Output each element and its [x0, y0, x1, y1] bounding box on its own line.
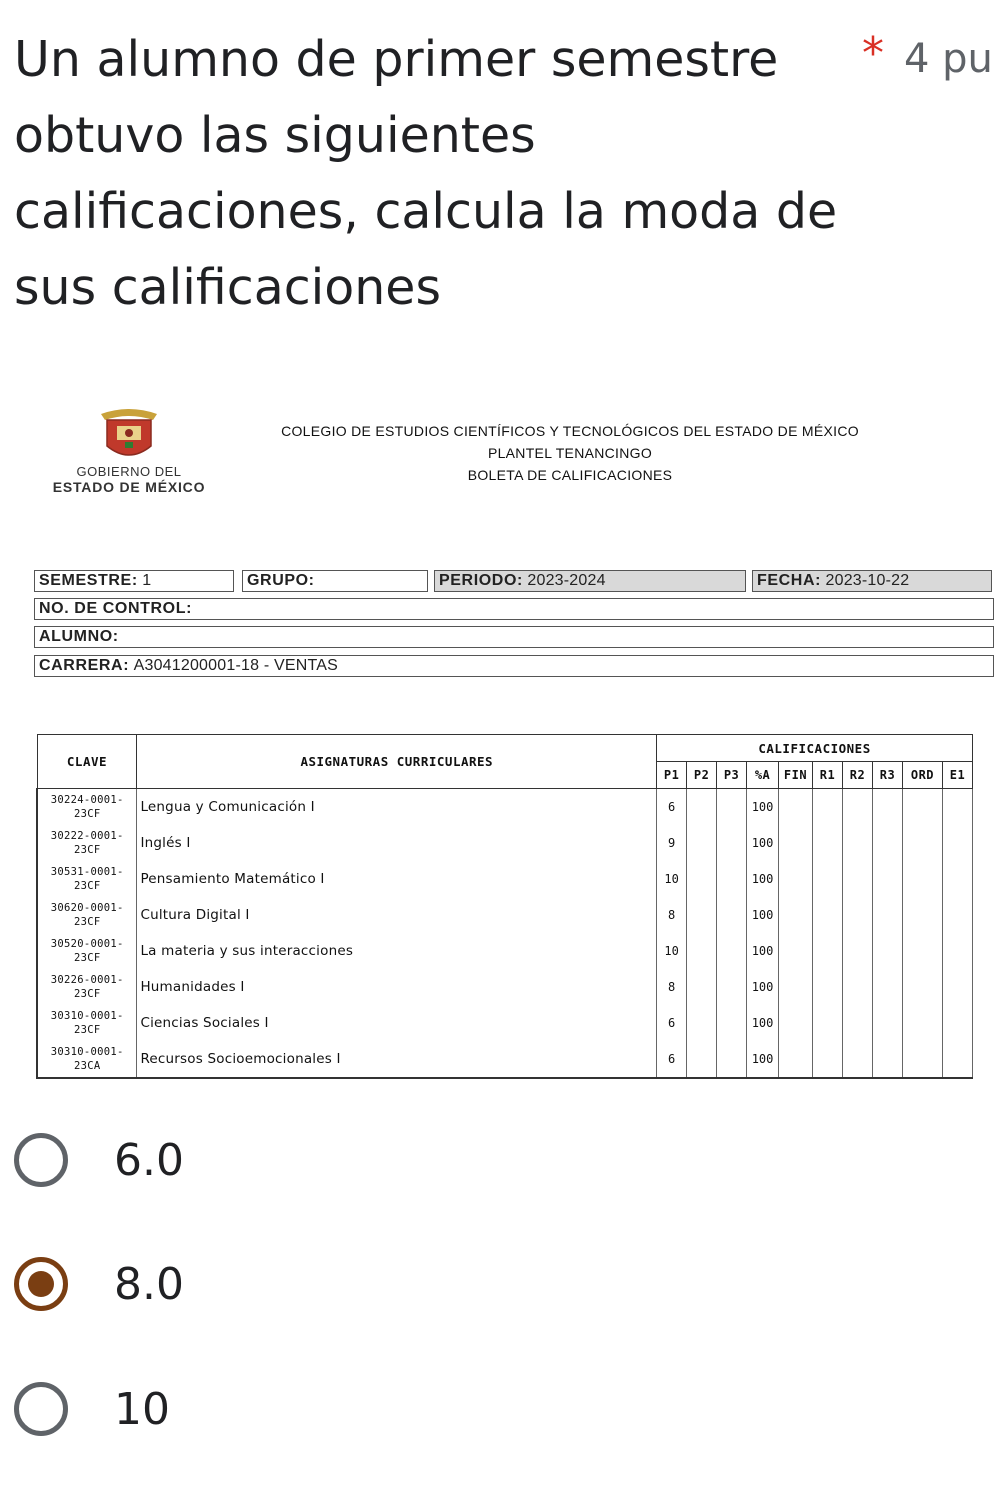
r2-cell: [843, 825, 873, 861]
alumno-label: ALUMNO:: [39, 628, 119, 645]
p1-cell: 6: [657, 1005, 687, 1041]
sub-header-e1: E1: [942, 762, 972, 789]
question-points: 4 pu: [904, 36, 993, 82]
p3-cell: [717, 861, 747, 897]
radio-unchecked-icon[interactable]: [14, 1133, 68, 1187]
report-header: [240, 420, 900, 486]
fin-cell: [779, 969, 813, 1005]
r1-cell: [813, 933, 843, 969]
r3-cell: [872, 789, 902, 826]
p3-cell: [717, 789, 747, 826]
subject-cell: Cultura Digital I: [137, 897, 657, 933]
table-row: [37, 933, 973, 969]
p2-cell: [687, 789, 717, 826]
fin-cell: [779, 861, 813, 897]
sub-header-p1: P1: [657, 762, 687, 789]
e1-cell: [942, 1005, 972, 1041]
carrera-box: [34, 655, 994, 677]
sub-header-fin: FIN: [779, 762, 813, 789]
r1-cell: [813, 969, 843, 1005]
r1-cell: [813, 897, 843, 933]
attendance-cell: 100: [747, 1005, 779, 1041]
table-row: [37, 897, 973, 933]
radio-unchecked-icon[interactable]: [14, 1382, 68, 1436]
clave-line-2: 23CF: [73, 1024, 101, 1036]
clave-line-2: 23CA: [73, 1060, 101, 1072]
p2-cell: [687, 1005, 717, 1041]
r2-cell: [843, 969, 873, 1005]
r3-cell: [872, 933, 902, 969]
p1-cell: 10: [657, 933, 687, 969]
option-label: 6.0: [114, 1135, 184, 1186]
school-name: COLEGIO DE ESTUDIOS CIENTÍFICOS Y TECNOLÓGICOS DEL ESTADO DE MÉXICO: [281, 423, 859, 439]
p2-cell: [687, 897, 717, 933]
subject-cell: Humanidades I: [137, 969, 657, 1005]
sub-header-pcta: %A: [747, 762, 779, 789]
sub-header-r2: R2: [843, 762, 873, 789]
table-row: [37, 789, 973, 826]
subject-cell: Lengua y Comunicación I: [137, 789, 657, 826]
attendance-cell: 100: [747, 1041, 779, 1078]
table-row: [37, 1041, 973, 1078]
question-title: Un alumno de primer semestre obtuvo las siguientes calificaciones, calcula la moda de sus calificaciones: [14, 31, 838, 316]
estado-de-mexico-crest-icon: [95, 406, 163, 464]
attendance-cell: 100: [747, 897, 779, 933]
p2-cell: [687, 933, 717, 969]
clave-line-1: 30531-0001-: [50, 866, 124, 878]
e1-cell: [942, 1041, 972, 1078]
clave-cell: [37, 969, 137, 1005]
document-title: BOLETA DE CALIFICACIONES: [467, 467, 673, 483]
subject-cell: Ciencias Sociales I: [137, 1005, 657, 1041]
carrera-value: A3041200001-18 - VENTAS: [133, 657, 339, 674]
carrera-label: CARRERA:: [39, 657, 130, 674]
clave-line-1: 30310-0001-: [50, 1046, 124, 1058]
clave-line-2: 23CF: [73, 916, 101, 928]
clave-line-1: 30226-0001-: [50, 974, 124, 986]
ord-cell: [902, 861, 942, 897]
clave-cell: [37, 1005, 137, 1041]
r3-cell: [872, 969, 902, 1005]
e1-cell: [942, 861, 972, 897]
ord-cell: [902, 969, 942, 1005]
required-asterisk: *: [862, 28, 884, 79]
e1-cell: [942, 825, 972, 861]
table-row: [37, 861, 973, 897]
r3-cell: [872, 861, 902, 897]
gov-line-1: GOBIERNO DEL: [76, 464, 182, 479]
r1-cell: [813, 861, 843, 897]
r2-cell: [843, 1005, 873, 1041]
fin-cell: [779, 825, 813, 861]
p2-cell: [687, 1041, 717, 1078]
government-label: [44, 464, 214, 495]
e1-cell: [942, 897, 972, 933]
r2-cell: [843, 1041, 873, 1078]
clave-line-1: 30224-0001-: [50, 794, 124, 806]
p2-cell: [687, 861, 717, 897]
r3-cell: [872, 1041, 902, 1078]
radio-checked-icon[interactable]: [14, 1257, 68, 1311]
p3-cell: [717, 1005, 747, 1041]
option-10[interactable]: [14, 1382, 514, 1446]
clave-line-1: 30222-0001-: [50, 830, 124, 842]
attendance-cell: 100: [747, 861, 779, 897]
p1-cell: 6: [657, 1041, 687, 1078]
option-label: 8.0: [114, 1259, 184, 1310]
fin-cell: [779, 1041, 813, 1078]
ord-cell: [902, 933, 942, 969]
p1-cell: 8: [657, 969, 687, 1005]
p2-cell: [687, 825, 717, 861]
clave-line-1: 30620-0001-: [50, 902, 124, 914]
fecha-box: [752, 570, 992, 592]
clave-cell: [37, 1041, 137, 1078]
gov-line-2: ESTADO DE MÉXICO: [52, 479, 206, 495]
sub-header-ord: ORD: [902, 762, 942, 789]
p3-cell: [717, 969, 747, 1005]
option-8-0[interactable]: [14, 1257, 514, 1321]
table-row: [37, 825, 973, 861]
p1-cell: 10: [657, 861, 687, 897]
clave-cell: [37, 789, 137, 826]
r1-cell: [813, 825, 843, 861]
p1-cell: 8: [657, 897, 687, 933]
grupo-box: [242, 570, 428, 592]
semestre-value: 1: [142, 572, 152, 589]
attendance-cell: 100: [747, 825, 779, 861]
fecha-label: FECHA:: [757, 572, 822, 589]
fin-cell: [779, 933, 813, 969]
ord-cell: [902, 1041, 942, 1078]
table-row: [37, 1005, 973, 1041]
campus-name: PLANTEL TENANCINGO: [487, 445, 653, 461]
clave-line-2: 23CF: [73, 988, 101, 1000]
option-6-0[interactable]: [14, 1133, 514, 1197]
subject-cell: Inglés I: [137, 825, 657, 861]
r3-cell: [872, 897, 902, 933]
attendance-cell: 100: [747, 969, 779, 1005]
control-box: [34, 598, 994, 620]
table-row: [37, 969, 973, 1005]
sub-header-p3: P3: [717, 762, 747, 789]
sub-header-p2: P2: [687, 762, 717, 789]
clave-line-2: 23CF: [73, 952, 101, 964]
ord-cell: [902, 1005, 942, 1041]
p3-cell: [717, 825, 747, 861]
grupo-label: GRUPO:: [247, 572, 315, 589]
ord-cell: [902, 825, 942, 861]
r2-cell: [843, 861, 873, 897]
ord-cell: [902, 897, 942, 933]
p3-cell: [717, 1041, 747, 1078]
header-calificaciones: CALIFICACIONES: [657, 735, 973, 762]
header-clave: CLAVE: [37, 735, 137, 789]
sub-header-r1: R1: [813, 762, 843, 789]
r1-cell: [813, 789, 843, 826]
r1-cell: [813, 1041, 843, 1078]
periodo-value: 2023-2024: [527, 572, 606, 589]
p3-cell: [717, 897, 747, 933]
attendance-cell: 100: [747, 789, 779, 826]
sub-header-r3: R3: [872, 762, 902, 789]
r3-cell: [872, 1005, 902, 1041]
grades-table: [36, 734, 973, 1079]
fin-cell: [779, 1005, 813, 1041]
clave-cell: [37, 933, 137, 969]
e1-cell: [942, 933, 972, 969]
r2-cell: [843, 897, 873, 933]
r3-cell: [872, 825, 902, 861]
clave-cell: [37, 897, 137, 933]
e1-cell: [942, 789, 972, 826]
semestre-label: SEMESTRE:: [39, 572, 138, 589]
p2-cell: [687, 969, 717, 1005]
e1-cell: [942, 969, 972, 1005]
p1-cell: 9: [657, 825, 687, 861]
semestre-box: [34, 570, 234, 592]
header-asignaturas: ASIGNATURAS CURRICULARES: [137, 735, 657, 789]
subject-cell: La materia y sus interacciones: [137, 933, 657, 969]
clave-line-1: 30310-0001-: [50, 1010, 124, 1022]
report-card-image: [0, 400, 973, 1090]
alumno-box: [34, 626, 994, 648]
option-label: 10: [114, 1384, 170, 1435]
ord-cell: [902, 789, 942, 826]
periodo-label: PERIODO:: [439, 572, 523, 589]
clave-cell: [37, 861, 137, 897]
clave-line-2: 23CF: [73, 880, 101, 892]
r2-cell: [843, 789, 873, 826]
clave-line-2: 23CF: [73, 844, 101, 856]
subject-cell: Recursos Socioemocionales I: [137, 1041, 657, 1078]
r2-cell: [843, 933, 873, 969]
attendance-cell: 100: [747, 933, 779, 969]
fin-cell: [779, 789, 813, 826]
r1-cell: [813, 1005, 843, 1041]
p1-cell: 6: [657, 789, 687, 826]
periodo-box: [434, 570, 746, 592]
fin-cell: [779, 897, 813, 933]
clave-line-1: 30520-0001-: [50, 938, 124, 950]
clave-cell: [37, 825, 137, 861]
clave-line-2: 23CF: [73, 808, 101, 820]
p3-cell: [717, 933, 747, 969]
fecha-value: 2023-10-22: [825, 572, 910, 589]
subject-cell: Pensamiento Matemático I: [137, 861, 657, 897]
control-label: NO. DE CONTROL:: [39, 600, 192, 617]
